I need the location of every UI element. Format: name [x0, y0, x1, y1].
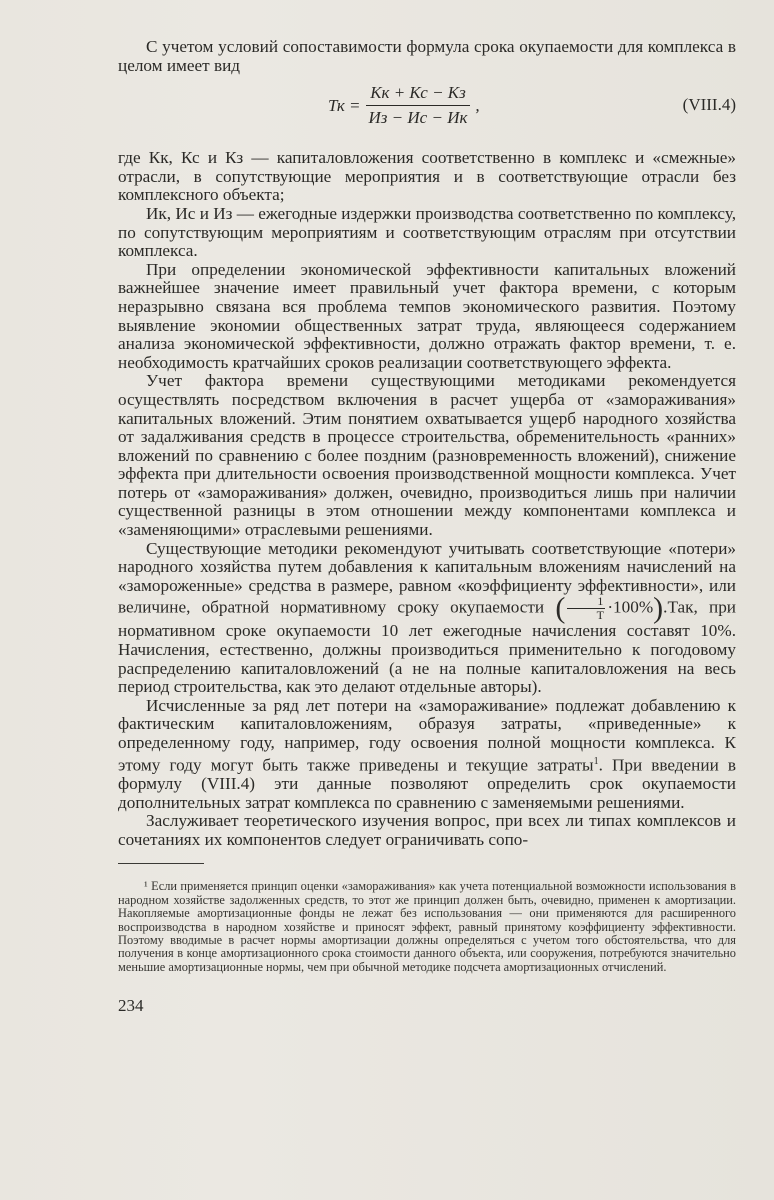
open-paren: ( [555, 591, 566, 625]
inline-frac-tail: ·100% [607, 597, 654, 617]
footnote-text: ¹ Если применяется принцип оценки «замораживания» как учета потенциальной возможности использования в народном хозяйстве задолженных средств, то этот же принцип должен быть, очевидно, применен к амортизации. Накопляемые амортизационные фонды не лежат без использования — они применяются для расширенного воспроизводства в народном хозяйстве и приносят эффект, равный принятому коэффициенту эффективности. Поэтому вводимые в расчет нормы амортизации должны определяться с учетом того обстоятельства, что для получения в конце амортизационного срока стоимости данного объекта, или сооружения, потребуются значительно меньшие амортизационные нормы, чем при обычной методике подсчета амортизационных отчислений. [118, 879, 736, 974]
where-paragraph-2: Ик, Ис и Из — ежегодные издержки производства соответственно по комплексу, по сопутствующим мероприятиям и соответствующим отраслям при отсутствии комплекса. [118, 203, 736, 261]
footnote-divider [118, 863, 204, 864]
payback-formula [118, 81, 736, 139]
freezing-paragraph: Учет фактора времени существующими методиками рекомендуется осуществлять посредством включения в расчет ущерба от «замораживания» капитальных вложений. Этим понятием охватывается ущерб народного хозяйства от задалживания средств в процессе строительства, обременительность «ранних» вложений по сравнению с более поздним (разновременность вложений), снижение эффекта при длительности освоения производственной мощности комплекса. Учет потерь от «замораживания» должен, очевидно, производиться лишь при наличии существенной разницы в этом отношении между компонентами комплекса и «заменяющими» отраслевыми решениями. [118, 371, 736, 540]
footnote-marker: 1 [593, 755, 599, 767]
last-paragraph: Заслуживает теоретического изучения вопрос, при всех ли типах комплексов и сочетаниях их компонентов следует ограничивать сопо- [118, 811, 736, 849]
close-paren: ) [653, 591, 664, 625]
inline-frac-den: T [596, 608, 604, 623]
inline-frac-num: 1 [567, 595, 605, 609]
methods-paragraph [118, 540, 736, 697]
methods-text-b: .Так, при нормативном сроке окупаемости 10 лет ежегодные начисления составят 10%. Начисления, естественно, должны производиться применительно к погодовому распределению капиталовложений (а не на полные капиталовложения на весь период строительства, как это делают отдельные авторы). [118, 597, 736, 697]
formula-lhs: Тк = [328, 95, 361, 115]
time-factor-paragraph: При определении экономической эффективности капитальных вложений важнейшее значение имеет правильный учет фактора времени, с которым неразрывно связана вся проблема темпов экономического развития. Поэтому выявление экономии общественных затрат труда, являющееся содержанием анализа экономической эффективности, должно отражать фактор времени, т. е. необходимость кратчайших сроков реализации соответствующего эффекта. [118, 259, 736, 372]
formula-numerator: Кк + Кс − Кз [366, 83, 470, 106]
intro-paragraph: С учетом условий сопоставимости формула срока окупаемости для комплекса в целом имеет вид [118, 37, 736, 75]
losses-text-a: Исчисленные за ряд лет потери на «замораживание» подлежат добавлению к фактическим капиталовложениям, образуя затраты, «приведенные» к определенному году, например, году освоения полной мощности комплекса. К этому году могут быть также приведены и текущие затраты [118, 695, 736, 775]
methods-text-a: Существующие методики рекомендуют учитывать соответствующие «потери» народного хозяйства путем добавления к капитальным вложениям начислений на «замороженные» средства в размере, равном «коэффициенту эффективности», или величине, обратной нормативному сроку окупаемости [118, 538, 736, 617]
inline-fraction [567, 595, 605, 622]
equation-number: (VIII.4) [682, 95, 736, 115]
formula-body [328, 83, 480, 128]
formula-trail: , [475, 95, 480, 115]
where-paragraph: где Кк, Кс и Кз — капиталовложения соответственно в комплекс и «смежные» отрасли, в сопутствующие мероприятия и в соответствующие отрасли без комплексного объекта; [118, 148, 736, 205]
formula-fraction [365, 83, 472, 128]
page-number: 234 [118, 996, 144, 1016]
formula-denominator: Из − Ис − Ик [368, 108, 468, 128]
losses-text-b: . При введении в формулу (VIII.4) эти данные позволяют определить срок окупаемости дополнительных затрат комплекса по сравнению с заменяемыми решениями. [118, 755, 736, 812]
losses-paragraph [118, 697, 736, 812]
